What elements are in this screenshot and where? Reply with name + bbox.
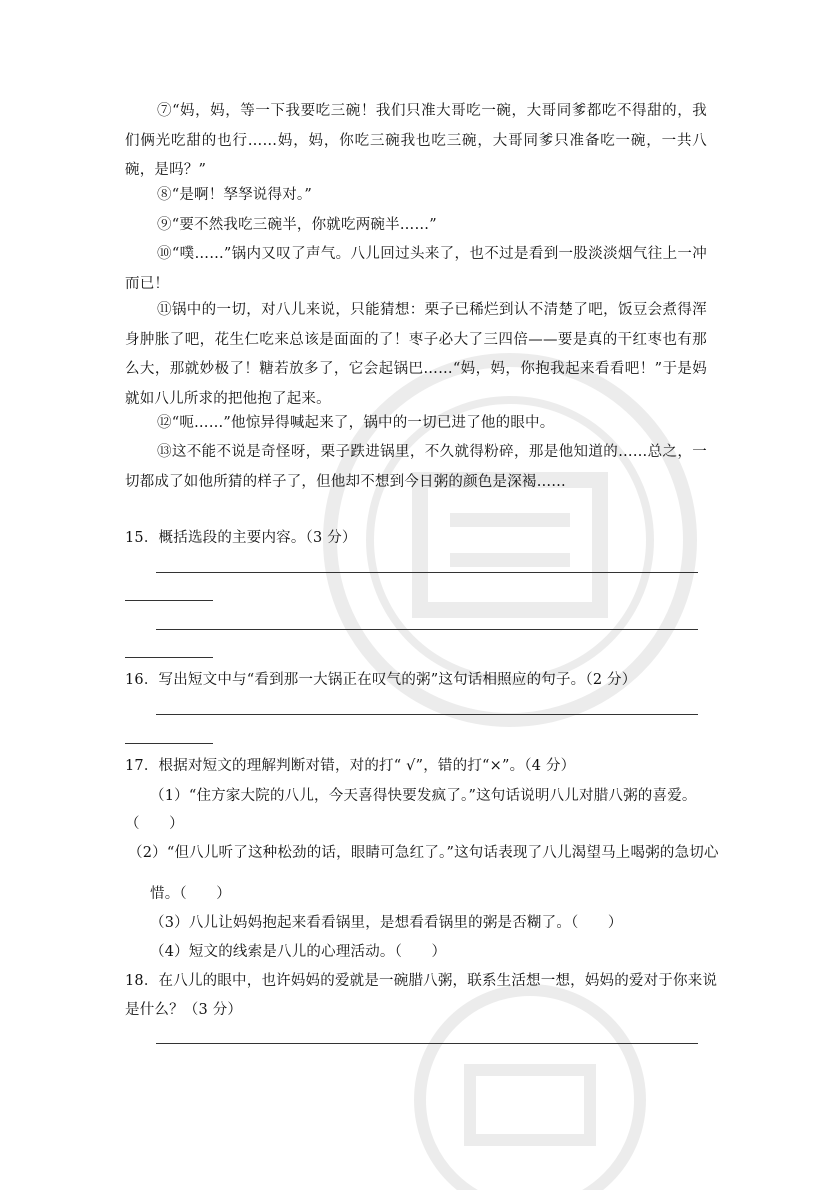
- paragraph-9: ⑨“要不然我吃三碗半，你就吃两碗半……”: [157, 217, 437, 233]
- paragraph-7: ⑦“妈，妈，等一下我要吃三碗！我们只准大哥吃一碗，大哥同爹都吃不得甜的，我们俩光吃甜的也行……妈，妈，你吃三碗我也吃三碗，大哥同爹只准备吃一碗，一共八碗，是吗？”: [125, 103, 707, 178]
- question-17-item-1: （1）“住方家大院的八儿，今天喜得快要发疯了。”这句话说明八儿对腊八粥的喜爱。: [150, 788, 697, 804]
- paragraph-11: ⑪锅中的一切，对八儿来说，只能猜想：栗子已稀烂到认不清楚了吧，饭豆会煮得浑身肿胀了吧，花生仁吃来总该是面面的了！枣子必大了三四倍——要是真的干红枣也有那么大，那就妙极了！糖若放多了，它会起锅巴……“妈，妈，你抱我起来看看吧！”于是妈就如八儿所求的把他抱了起来。: [125, 302, 707, 407]
- question-17-item-3: （3）八儿让妈妈抱起来看看锅里，是想看看锅里的粥是否糊了。（ ）: [150, 915, 623, 931]
- paragraph-13: ⑬这不能不说是奇怪呀，栗子跌进锅里，不久就得粉碎，那是他知道的……总之，一切都成了如他所猜的样子了，但他却不想到今日粥的颜色是深褐……: [125, 444, 707, 490]
- paragraph-12: ⑫“呃……”他惊异得喊起来了，锅中的一切已进了他的眼中。: [157, 415, 555, 431]
- answer-line-short[interactable]: [125, 657, 213, 658]
- question-17-item-2-cont: 惜。（ ）: [150, 886, 231, 902]
- question-17: 17．根据对短文的理解判断对错，对的打“ √”，错的打“×”。（4 分）: [125, 758, 576, 774]
- paragraph-10: ⑩“噗……”锅内又叹了声气。八儿回过头来了，也不过是看到一股淡淡烟气往上一冲而已！: [125, 246, 707, 292]
- answer-line-short[interactable]: [125, 743, 213, 744]
- answer-line[interactable]: [156, 714, 698, 715]
- answer-line[interactable]: [156, 629, 698, 630]
- question-17-item-4: （4）短文的线索是八儿的心理活动。（ ）: [150, 944, 447, 960]
- question-15: 15．概括选段的主要内容。（3 分）: [125, 530, 357, 546]
- answer-bracket[interactable]: （ ）: [125, 816, 184, 832]
- answer-line[interactable]: [156, 572, 698, 573]
- question-17-item-2: （2）“但八儿听了这种松劲的话，眼睛可急红了。”这句话表现了八儿渴望马上喝粥的急切心: [128, 845, 719, 861]
- watermark-seal-bottom: [400, 970, 660, 1190]
- paragraph-8: ⑧“是啊！孥孥说得对。”: [157, 187, 312, 203]
- answer-line-short[interactable]: [125, 600, 213, 601]
- question-18: 18．在八儿的眼中，也许妈妈的爱就是一碗腊八粥，联系生活想一想，妈妈的爱对于你来说: [125, 973, 718, 989]
- question-16: 16．写出短文中与“看到那一大锅正在叹气的粥”这句话相照应的句子。（2 分）: [125, 672, 637, 688]
- answer-line[interactable]: [156, 1043, 698, 1044]
- question-18-cont: 是什么？（3 分）: [125, 1002, 243, 1018]
